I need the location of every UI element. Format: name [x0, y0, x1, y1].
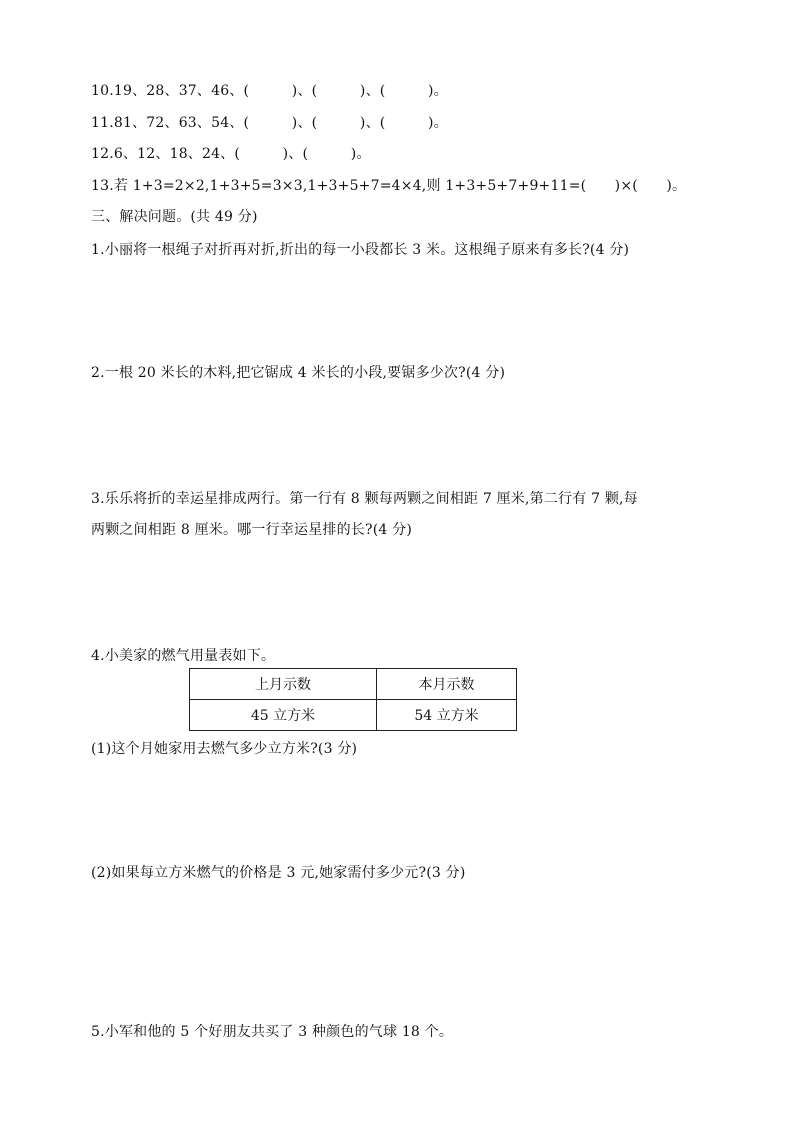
value-this-month: 54 立方米: [377, 700, 517, 731]
problem-3-line-2: 两颗之间相距 8 厘米。哪一行幸运星排的长?(4 分): [91, 522, 412, 538]
problem-4-sub-1: (1)这个月她家用去燃气多少立方米?(3 分): [91, 741, 358, 757]
question-10: 10.19、28、37、46、( )、( )、( )。: [91, 83, 448, 99]
question-11: 11.81、72、63、54、( )、( )、( )。: [91, 115, 448, 131]
header-last-month: 上月示数: [190, 669, 377, 700]
problem-3-line-1: 3.乐乐将折的幸运星排成两行。第一行有 8 颗每两颗之间相距 7 厘米,第二行有 7 颗,每: [91, 491, 638, 507]
problem-1: 1.小丽将一根绳子对折再对折,折出的每一小段都长 3 米。这根绳子原来有多长?(4 分): [91, 242, 630, 258]
header-this-month: 本月示数: [377, 669, 517, 700]
problem-4: 4.小美家的燃气用量表如下。: [91, 648, 276, 664]
question-12: 12.6、12、18、24、( )、( )。: [91, 146, 371, 162]
problem-5: 5.小军和他的 5 个好朋友共买了 3 种颜色的气球 18 个。: [91, 1024, 454, 1040]
table-row: [190, 700, 517, 731]
problem-2: 2.一根 20 米长的木料,把它锯成 4 米长的小段,要锯多少次?(4 分): [91, 365, 506, 381]
gas-meter-table: [189, 668, 517, 731]
section-3-heading: 三、解决问题。(共 49 分): [91, 209, 258, 225]
value-last-month: 45 立方米: [190, 700, 377, 731]
table-header-row: [190, 669, 517, 700]
problem-4-sub-2: (2)如果每立方米燃气的价格是 3 元,她家需付多少元?(3 分): [91, 865, 466, 881]
question-13: 13.若 1+3=2×2,1+3+5=3×3,1+3+5+7=4×4,则 1+3+5+7+9+11=( )×( )。: [91, 178, 687, 194]
